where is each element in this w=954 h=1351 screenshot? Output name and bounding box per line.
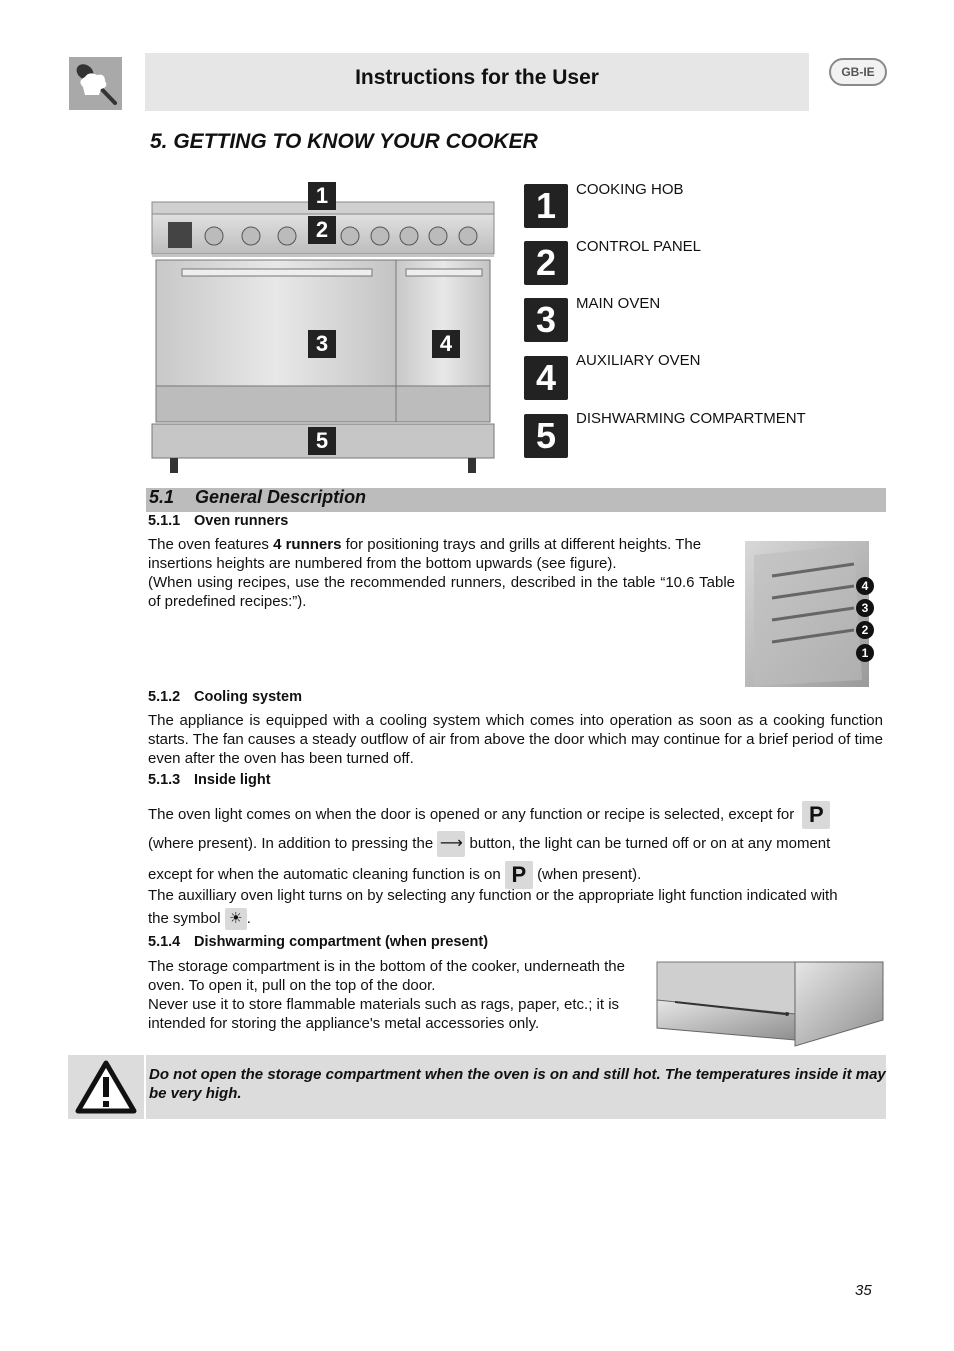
- region-badge: GB-IE: [829, 58, 887, 86]
- legend-number: 5: [524, 414, 568, 458]
- legend-number: 1: [524, 184, 568, 228]
- spoon-chef-hat-icon: [69, 57, 122, 110]
- inside-light-line-2: (where present). In addition to pressing the ⟶ button, the light can be turned off or on at any moment: [148, 831, 885, 857]
- legend-number: 2: [524, 241, 568, 285]
- inside-light-line-1: The oven light comes on when the door is opened or any function or recipe is selected, except for P: [148, 801, 883, 829]
- callout-2: 2: [308, 216, 336, 244]
- runner-label: 2: [856, 621, 874, 639]
- warning-icon-box: [68, 1055, 144, 1119]
- dishwarming-text-1: The storage compartment is in the bottom of the cooker, underneath the oven. To open it, pull on the top of the door.: [148, 958, 625, 994]
- heading-oven-runners: 5.1.1 Oven runners: [148, 513, 289, 529]
- oven-runners-figure: [744, 540, 880, 688]
- page-number: 35: [855, 1282, 872, 1299]
- inside-light-line-3: except for when the automatic cleaning function is on P (when present).: [148, 862, 642, 887]
- dishwarming-drawer-figure: [655, 960, 885, 1048]
- callout-5: 5: [308, 427, 336, 455]
- legend-label: DISHWARMING COMPARTMENT: [576, 410, 806, 427]
- legend-label: AUXILIARY OVEN: [576, 352, 701, 369]
- runner-label: 1: [856, 644, 874, 662]
- heading-dishwarming: 5.1.4 Dishwarming compartment (when present): [148, 934, 489, 950]
- runner-label: 4: [856, 577, 874, 595]
- arrow-right-icon: ⟶: [437, 831, 465, 857]
- inside-light-line-4: The auxilliary oven light turns on by selecting any function or the appropriate light function indicated with: [148, 887, 838, 904]
- callout-3: 3: [308, 330, 336, 358]
- section-title: 5. GETTING TO KNOW YOUR COOKER: [150, 130, 538, 153]
- legend-number: 4: [524, 356, 568, 400]
- cooker-illustration: [148, 180, 498, 475]
- heading-inside-light: 5.1.3 Inside light: [148, 772, 271, 788]
- legend-label: MAIN OVEN: [576, 295, 661, 312]
- legend-label: CONTROL PANEL: [576, 238, 702, 255]
- warning-text: Do not open the storage compartment when the oven is on and still hot. The temperatures inside it may be very high.: [149, 1066, 886, 1102]
- brand-logo: [69, 57, 122, 110]
- oven-runners-text-2: (When using recipes, use the recommended runners, described in the table “10.6 Table of predefined recipes:”).: [148, 574, 735, 610]
- light-bulb-symbol-icon: ☀: [225, 908, 247, 930]
- page-header-title: Instructions for the User: [355, 66, 599, 89]
- oven-runners-text: The oven features 4 runners for positioning trays and grills at different heights. The insertions heights are numbered from the bottom upwards (see figure).: [148, 536, 702, 572]
- subsection-number: 5.1: [149, 487, 175, 507]
- cooling-system-text: The appliance is equipped with a cooling system which comes into operation as soon as a cooking function starts. The fan causes a steady outflow of air from above the door which may continue for a brief period of time even after the oven has been turned off.: [148, 712, 883, 767]
- subsection-label: General Description: [195, 487, 367, 507]
- dishwarming-text-2: Never use it to store flammable materials such as rags, paper, etc.; it is intended for storing the appliance's metal accessories only.: [148, 996, 620, 1032]
- warning-triangle-icon: [68, 1055, 144, 1119]
- subsection-title: [149, 487, 366, 508]
- inside-light-line-5: the symbol ☀ .: [148, 908, 883, 930]
- legend-label: COOKING HOB: [576, 181, 684, 198]
- legend-number: 3: [524, 298, 568, 342]
- callout-4: 4: [432, 330, 460, 358]
- runner-label: 3: [856, 599, 874, 617]
- p-symbol-icon: P: [505, 861, 533, 889]
- p-symbol-icon: P: [802, 801, 830, 829]
- heading-cooling-system: 5.1.2 Cooling system: [148, 689, 302, 705]
- callout-1: 1: [308, 182, 336, 210]
